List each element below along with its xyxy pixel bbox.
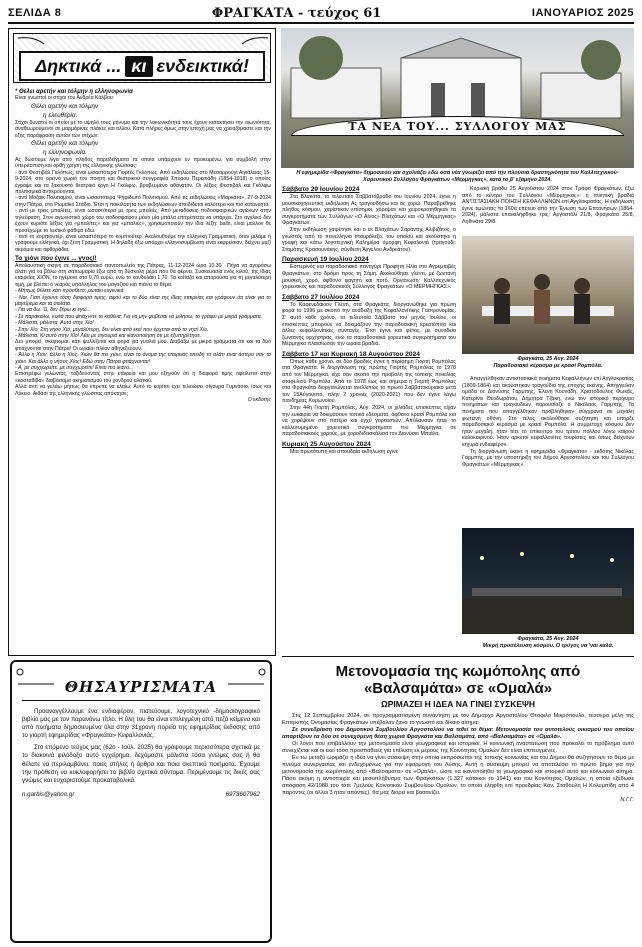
village-photo (281, 28, 634, 168)
right-column-mid-text (462, 376, 634, 468)
paragraph: Προαναγγέλλουμε ένα ενδιαφέρον, πιστεύουμε, λογοτεχνικό -δημοσιογραφικό βιβλίο μας με τον παρανόνω τίτλο. Η ύλη του θα είναι επιλεγμένη από πεζά κείμενα και από ποιήματα δημοσιευμένα όλα στην 31χρονη πορεία της εφημερίδας έκδοσης από το γιορτή εφημερίδας «Φραγκάτα» Κεφαλλονιάς. (22, 708, 260, 740)
banner-text-post: ενδεικτικά! (156, 55, 249, 76)
column-banner (19, 51, 265, 81)
event-heading: Κυριακή 25 Αυγούστου 2024 (282, 441, 371, 448)
contact-email[interactable]: n.garbis@yahoo.gr (22, 790, 75, 798)
paragraph: - αντί με τρεις μπαλίτες, είναι ωσαστότερα με τρεις μπαλιές. Από μεταδόσεις ποδοσφαιρικών αγώνων στην τηλεόραση. Στον αγωνιστικό χώρο του ποδοσφαίρου μόνο μία μπάλα επιτρέπεται να υπάρχει. Στο αγγλικό δεν έχουν κυριότε λέξεις για «μπαλίτες» και για «μπαλιές», χρησιμοποιούν την ίδια λέξη: balls, είναι μάλλον θε προσέχωμε το λεκτικό φάθιμο εδώ. (15, 208, 271, 234)
paragraph: - αντί το κομπιουτέρ, είναι ωσαστότερα το κομπιούτερ. Ακολουθούμε την ελληνική Γραμματική, όταν μιλάμε ή γράφουμε ελληνικά, όχι ξένη Γραμματική. Η δηλαδή έξω υπάρχει ελληνοσυμβίωση είναι εκφρείσιαν, δείχνει μαζί ακρόμια και αφθοράδια. (15, 233, 271, 253)
box-text (22, 708, 260, 799)
dialog-line: - Ναι. Γιατί έχουνε τόση διαφορά τιμής, αφού και το δύο είναι της ίδιας εταιρείας και γράφουν ότι είναι για το μαγείρεμα και τα σαλάτα. (15, 294, 271, 307)
newspaper-title: ΦΡΑΓΚΑΤΑ - τεύχος 61 (211, 5, 382, 21)
issue-date: ΙΑΝΟΥΑΡΙΟΣ 2025 (531, 7, 634, 19)
event-heading: Σάββατο 27 Ιουλίου 2024 (282, 293, 360, 301)
photo-caption: Μικρή προσέλευση κόσμου. Ο τρύγος να 'ναι καλά. (482, 643, 614, 649)
banner-text-pre: Δηκτικά ... (35, 55, 122, 76)
left-column (8, 28, 276, 656)
signature: Ο εκδότης (247, 397, 271, 404)
middle-column (282, 186, 456, 652)
photo-caption: Παραδοσιακό κέρασμα με κρασί Ρομπόλα. (493, 363, 603, 369)
photo-caption-date: Φραγκάτα, 25 Αυγ. 2024 (517, 636, 579, 642)
event-photo-wine (462, 236, 634, 354)
paragraph: Μια πρωτότυπη και σπουδαία εκδήλωση έγινε (290, 449, 399, 455)
item-heading: Το χιόνι που έγινε ... γνοςί! (15, 255, 97, 263)
event-photo-night (462, 528, 634, 634)
thesaurismata-box (10, 660, 272, 943)
article-subtitle: ΩΡΙΜΑΖΕΙ Η ΙΔΕΑ ΝΑ ΓΙΝΕΙ ΣΥΣΚΕΨΗ (380, 699, 536, 709)
sign-text: ΤΑ ΝΕΑ ΤΟΥ... ΣΥΛΛΟΓΟΥ ΜΑΣ (348, 119, 567, 133)
title-rule (22, 700, 260, 701)
paragraph: Στην 44η Γιορτή Ρομπόλας, Αύγ. 2024, οι χιλιάδες επισκέπτες είχαν την ευκαιρία να δοκιμάσουν τοπικά εδέσματα, άφθονο κρασί Ρομπόλα και να χορέψουν στο πατέρο και εγχύ γορταστών. Απόλαυσαν ήταν το καλλοτυμημένο χορευτικό συγκροτήματα του Μέρμηγκα σε παραδοσιακούς χορούς, με χοροδιδασκάλισα τον Διονύσιο Μπιάλα. (282, 405, 456, 438)
article-top-rule (282, 656, 634, 657)
paragraph: Επιστρέφω γελώντας, ταξιδεύοντας στην εταιρεία και μου εξηγούν ότι η διαφορά τιμής οφείλεται στην «κοσταθίβα» διαβάσαμα ακηματισμού του χονδρού αλατιού. (15, 371, 271, 384)
paragraph: Στο επόμενο τεύχος μας (62ο - Ιούλ. 2025) θα γράψουμε περισσότερα σχετικά με το διακοινά φιλόδοξο αυτό εγχείρημα, δεχόμαστε μάλιστα τόσα γνώμες σας ή θα θέλατε να περιλαμβάνει, ποιες στήλες ή άρθρα και ποια σκεπτικά ποιήματα. Έχουμε την πρόθεση να κυκλοφορήσει το βιβλίο σχετικά σύντομα. Περιμένουμε τις δικές σας γνώμες και ευχαριστούμε προκαταβολικά. (22, 744, 260, 784)
dialog-line: - Για να δω. Ώ, δεν ξέρω κι εγώ... (15, 307, 91, 314)
right-column-top-text (462, 186, 634, 226)
paragraph: Όπως κάθε χρόνο, σε δύο βραδιές έγινε η περίφημη Γιορτή Ρομπόλας στα Φραγκάτα. Η διοργάνωση της πρώτης Γιορτής Ρομπόλας το 1978 από τον Μέρμηγκα, είχε σαν σκοπό την προβολή της τοπικής ποικιλίας σταφυλιού Ρομπόλα. Από το 1978 έως και σήμερα η Γιορτή Ρομπόλας στα Φραγκάτα διοργανώνεται ανελλιπώς το πρώτο Σαββατοκύριακο μετά τον 15Αύγουστο, πλην 2 χρονιές (2020-2021) που δεν έγινε λόγω πανδημίας Κορωνοϊού. (282, 358, 456, 405)
page-header (8, 4, 634, 24)
paragraph: Είναι γνωστοί οι στίχοι του Ανδρέα Κάλβου: (15, 95, 115, 102)
paragraph: Ας δώσουμε λίγα από πλήθος παραδείγματα τα οποία υπάρχουν εν προκειμένω, για συμβολή στην υπεράσπιση και ορθή χρήση της ελληνικής γλώσσας: (15, 157, 271, 170)
paragraph: Κυριακή βράδυ 25 Αυγούστου 2024 στον Τράφο Φραγκάτων, έξω από το κέντρο του Συλλόγου «Μέρμηγκας»: η ποιητική βραδιά ΑΝΤΙΣΤΑΣΙΑΚΗ ΠΟΙΗΣΗ ΚΕΦΑΛΛΗΝΩΝ επί Αγγλοκρατίας. Η εκδήλωση έγινε τιμώντας τα 160α επέτειο από την Ένωση των Επτανήσων (1864-2024), μάλιστα επαναλήφθηκε τρις: Αργοστόλι 21/8, Φραγκάτα 25/8, Ληθινάτα 29/8. (462, 186, 634, 225)
paragraph: Το Καφενεδάκιον Γλέντι, στα Φραγκάτα, διοργανώθηκε για πρώτη φορά το 1996 με σκοπό την ανάδειξη της Κεφαλλονίτικης Γαστρονομίας. Σ' αυτό κάθε χρόνο, τα τελευταία Σάββατο του μηνός Ιουλίου, οι επισκέπτες μπορούν να δοκιμάζουν την παραδοσιακή κρεατόπιτα και άλλες κεφαλλονίτικες συνταγές. Έτσι έγινε και φέτος, με συνοδεία ζωντανής ορχήστρας, ενώ τα παραδοσιακά χορευτικά συγκροτήματα του Μέρμηγκα πλαισίωσαν την ωραία βραδιά. (282, 301, 456, 348)
paragraph: Εν τω μεταξύ ωριμάζει η ιδέα να γίνει σύσκεψη στην οποία εκπρόσωποι της τοπικής κοινωνίας και του Δήμου θα συζητήσουν το θέμα με πνεύμα συνεργασίας και ενδεχομένως για την εφαρμογή του Λύσης. Αυτή η σύσκεψη μπορεί να αποτελέσει το πρώτο βήμα για την μετονομασία της κωμόπολης από «Βαλσαμάτα» σε «Ομαλά», ώστε να ικανοποιηθεί το γεωγραφικό και ιστορικό αυτό και κοινωνικό αίτημα. Πάσο ακόμη η αντιστοιχία και μεσοπλήθυσμα των Φραγκάτων (1.327 κάτοικοι το 1941) και του Κοινότητος Ομαλών, η οποία εξέδωσε απόφαση 42/1980 του τότε 7μελούς Κοινοτικού Συμβουλίου Ομαλών, το οποίο ελήφθη επί προεδρίας Καν. Σταθούλη Η Κολυμπίδη από 4 παρόντες (οι άλλοι 3 ήταν απόντες), θα μας διορεί και βασανίζει. (282, 755, 634, 796)
building-illustration (281, 28, 634, 168)
dialog-line: - Σε παρακαλώ, κοιτά που φτιάχνετε το καθένα; Για να μην φοβεσαι να μιλήσω, το γράφει με μικρά γράμματα. (15, 313, 263, 320)
paragraph: Απαγγέλθηκαν αντιστασιακά ποιήματα Κεφαλλήνων επί Αγγλοκρατίας (1809-1864) και ακούστηκαν τραγούδια της εποχής εκείνης. Απήγγειλαν ομάδα οι: Διονύσης Γαρμπής, Έλενη Κουνάδη, Χριστόδουλος Φωκάς, Κατερίνα Θεοδωράτου, Δήμητρα Τζάκη, ενώ τον ιστορικό περίγυρο ποιημάτων και τραγουδιών παρουσίαζε ο Νικόλαος Γαρμπής. Τα ποιήματα που απαγγέλθηκαν προβλήθηκαν σύγχρονα σε μεγάλη φωτεινή οθόνη. Στο τέλος ακολούθησε συζήτηση και υπήρξε παραδοσιακό κέρασμα με κρασί Ρομπόλα. Η συμμετοχή κόσμου δεν ήταν μεγάλη, ήταν τέτε το επίκεντρο του τρίτου πολλού λόγω καιρού καλοκαιρινού. Ήταν αρκετοί κεφαλλονίτες τουρίστες και όπως δείχνουν ισχυρά ενδιαφέρον. (462, 376, 634, 448)
article-title-line1: Μετονομασία της κωμόπολης από (335, 663, 581, 680)
paragraph: Σε συνεδρίαση του Δημοτικού Συμβουλίου Αργοστολίου να τεθεί το θέμα: Μετονομασία του αυτοτελούς οικισμού του οποίου απαρτίζουν τα δύο σε συνεχόμενη θέση χωριά Φραγκάτα και Βαλσαμάτα, από «Βαλσαμάτα» σε «Ομαλά». (282, 727, 634, 740)
night-crowd-illustration (462, 528, 634, 634)
paragraph: Αλλά αντί να γελάω μήπως θα έπρεπε να κλαίω; Αυτό το κορίτσι έχει τελειώσει σίγουρα Γυμνάσιο, ίσως και Λύκειο. Αιθάσι της ελληνικής γλώσσας απόκτησε; (15, 384, 271, 397)
verse-line: η ελευθερία. (43, 111, 78, 119)
paragraph: Εσπερινός και παραδοσιακό πανηγύρι Προφήτη Ηλία στο Αγρεμπιβές Φραγκάτων, στο δρόμο προς τη Σάμη. Ακολούθησε γλέντι, με ζωντανή μουσική, χορό, άφθονο φαγητό και ποτό. Οργάνωση: Καλλιτεχνικός χορευτικός και παραδοσιακός Σύλλογος Φραγκάτων «Ο ΜΕΡΜΗΓΚΑΣ». (282, 264, 456, 291)
signature: Ν.Γ.Γ. (620, 797, 634, 803)
photo-caption-date: Φραγκάτα, 25 Αυγ. 2024 (517, 356, 579, 362)
left-column-text (15, 89, 271, 403)
dialog-line: - Α, με συγχωρείτε, με συγχωρείτε! Είναι πιο ικανό... (15, 365, 134, 372)
banner-text-ki: κι (125, 56, 152, 77)
paragraph: Οι λόγοι που επιβάλλουν την μετονομασία είναι γεωγραφικοί και ιστορικοί. Η κοινωνική αναστάτωση που προκαλεί το πρόβλημα αυτό συνεχίζεται και οι εκεί τόσο προσπάθειες για επίλυση εκ μέρους της Κοινότητας Ομαλών δεν είναι επιτευγμένες. (282, 741, 634, 754)
paragraph: - αντί Μοζαϊκ Πολιτισμού, είναι ωσαστότερα Ψηφιδωτό Πολιτισμού. Από τις εκδηλώσεις «Μαρκάτα», 27-9-2024 στην Πάτρα, στο Ρωμαϊκό Στάδιο. Έτσι η ποικιλότητα των εκδηλώσεων αποδίδεται καλύτερα και πιο κατανοητά. (15, 195, 271, 208)
renaming-article (282, 656, 634, 944)
photo-caption: Η εφημερίδα «Φραγκάτα» δημοσιεύει και σχολιάζει εδώ όσα νέα γνωρίζει από την πλούσια δραστηριότητα του Καλλιτεχνικού-Χορευτικού Συλλόγου Φραγκάτων «Μέρμηγκας», κατά το β' εξάμηνο 2024. (296, 170, 619, 183)
verse-line: Θέλει αρετήν και τόλμην (31, 102, 99, 110)
paragraph: Απολαυστική σκηνή σε παραδοσιακό παντοπωλείο της Πάτρας, 11-12-2024 ώρα 10.30΄. Πήγα να αγοράσω αλάτι για να βάλω στη σαπωμαρία έξω από τη δύσκολη μέρα που θα φέρνει. Συσκευασία ενός κιλού, της ίδιας εταιρείας ΧΙΟΝ, το ηγέμονε στο 0,70 ευρώ, ενώ το κονδυλάκι 1,70. Τα κοίταζα και απορούσα για τη μεγαλύτερη τιμή, με βλέπει ο νεαρός υπάλληλος του μαγαζιού και πιάνει το θέμα. (15, 262, 271, 288)
event-heading: Σάββατο 17 και Κυριακή 18 Αυγούστου 2024 (282, 350, 420, 358)
item-heading: * Θέλει αρετήν και τόλμην η ελληνοφωνία (15, 89, 133, 95)
paragraph: Στις 12 Σεπτεμβρίου 2024, σε προγραμματισμένη συνάντηση με τον Δήμαρχο Αργοστολίου Θεόφιλο Μικρόπουλο, τέσσερα μέλη της Επιτροπής Ονομασίας Φραγκάτων υπέβαλαν ξανά το γνωστό και δίκαιο αίτημα: (282, 713, 634, 726)
verse-line: Θέλει αρετήν και τόλμην (31, 140, 99, 148)
dialog-line: - Μάλιστα, μάλιστα. Αυτό στην Χίο! (15, 320, 94, 327)
dialog-line: - Μήπως θέλετε κάτι πρόσθετο; ρωτάει ευγενικά. (15, 288, 125, 295)
paragraph: Στην εκδήλωση χαιρέτησε και ο εκ Βλαχάτων Σαράντης Αλιβιζάτος, ο γνωστός από το πανελλήνιο σταυρόλεξο, του οποίου και ακούστηκε η γραφή και κάτω λογοτεχνική Καλημέρα όμορφη Κεφαλονιά (τραγούδι: Σταμάτης Κρασουνάκης, σύνθεση Άγγελου Ανδρεάτου). (282, 226, 456, 253)
box-title: ΘΗΣΑΥΡΙΣΜΑΤΑ (64, 678, 218, 696)
event-heading: Παρασκευή 19 Ιουλίου 2024 (282, 256, 369, 264)
article-title-line2: «Βαλσαμάτα» σε «Ομαλά» (363, 680, 553, 697)
dialog-line: - Στην Χίο; Στη νήσο Χίο; μεγαλύτερη, δεν είναι από εκεί που έρχεται από το νησί Χίο. (15, 326, 209, 333)
dialog-line: Δεν μπορεί, σκέφτομαι, κάτι ψυλλίζεται και φορά για γυαλιά μου. Διαβάζω με μικρά γράμματα ότι και τα δύο φτιάχνονται στην Πάτρα! Οι ωραίοι πλέον αθηνεξεύουν. (15, 339, 271, 352)
verse-line: η ελληνοφωνία. (43, 149, 87, 157)
paragraph: Στίχοι δυνατοί οι οποίοι με το υψηλό τους μήνυμα και την λακωνικότητά τους έχουν κατακτήσει την αιωνιότητα, αναθεωρούμενοι σε μαρμάρινες πλάκες και αλλού. Κατά πλήρες όμως στην εποχή μας να χρειαζόμαστε και την εξής παράφραση αυτών των στίχων: (15, 119, 271, 139)
dialog-line: - Μάλιστα. Κι αυτό στην Χίο! Λέει με σιγουριά και ικανοποίηση ότι με εξυπηρέτησε. (15, 333, 202, 339)
paragraph: - αντί Φεστιβάλ Γκλόπως, είναι ωσαστότερα Γιορτές Γκλόπως. Από εκδηλώσεις στο Μεσαρρούγι Αιγιάλειας 15-9-2024, στο ορεινό χωριό του ποιητή και θεατρικού συγγραφέα Σπύρου Περεσιάδη (1854-1918) ο οποίος έγραψε και τα ξακουστό θεατρικό έργο Η Γκόλφω, βραβευμένο αθάνατον. Οι λέξεις Φεστιβάλ και Γκόλφω πολιτισμικά αντικρούονται. (15, 169, 271, 196)
page-number: ΣΕΛΙΔΑ 8 (8, 7, 62, 19)
paragraph: Τη διοργάνωση έκανε η εφημερίδα «Φραγκάτα» - εκδότης Νικόλας Γαρμπής, με την υποστήριξη του Δήμου Αργοστολίου και του Συλλόγου Φραγκάτων «Μέρμηγκας». (462, 448, 634, 468)
contact-phone: 6973607962 (225, 790, 260, 798)
crowd-illustration (462, 236, 634, 354)
paragraph: Στα Βλακάτα, το τελευταίο Σαββατόβραδο του Ιουνίου 2024, έγινε η μουσικοχορευτική εκδήλωση Ας τραγουδήσω και ας χορώ. Παραβρέθηκε πλήθος κόσμου, χαρίστικαν επίσημοι, χόρεψαν και χειροκροτήθηκαν τα συγκροτήματα των Συλλόγων «Ο Αίνος» Βλαχάτων και «Ο Μέρμηγκας» Φραγκάτων. (282, 194, 456, 227)
event-heading: Σάββατο 29 Ιουνίου 2024 (282, 186, 360, 193)
dialog-line: - Άλλο η Χιόν, άλλο η Χίος. Χιών θα πει χιόνι, είναι το όνομα της εταιρείας επειδή το αλάτι είναι άσπρο σαν το χιόνι. Και άλλο η νήσος Χίος! Εδώ στην Πάτρα φτιάχνονται! (15, 352, 271, 365)
